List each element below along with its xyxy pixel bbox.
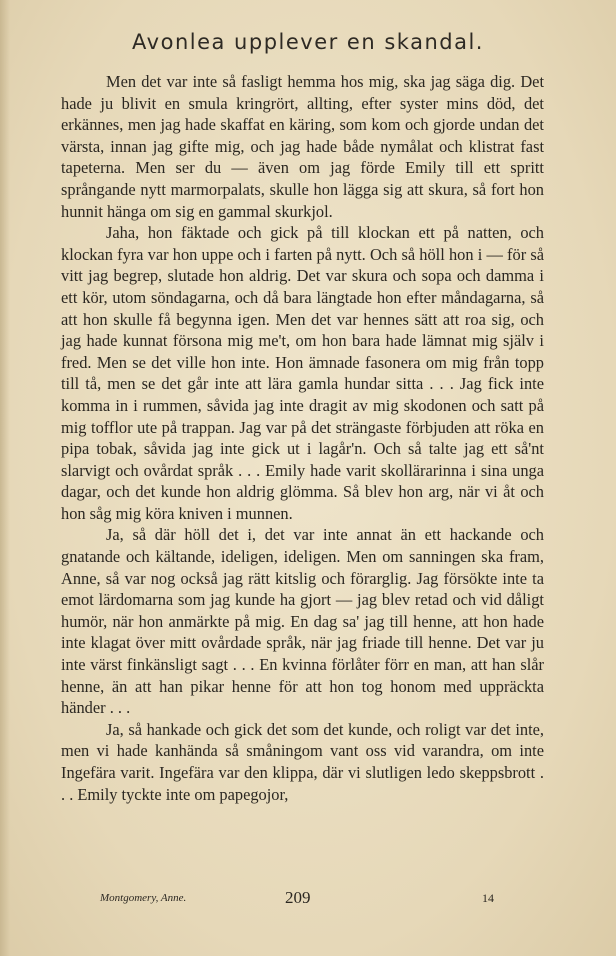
paragraph: Ja, så där höll det i, det var inte annat än ett hackande och gnatande och kältande, ideligen, ideligen. Men om sanningen ska fram, Anne, så var nog också jag rätt kitslig och förarglig. Jag försökte inte ta emot lärdomarna som jag kunde ha gjort — jag blev retad och vid dåligt humör, när hon anmärkte på mig. En dag sa' jag till henne, att hon hade inte klagat över mitt ovårdade språk, när jag friade till henne. Det var ju inte värst finkänsligt sagt . . . En kvinna förlåter förr en man, att han slår henne, än att han pikar henne för att hon tog honom med uppräckta händer . . . bbox=[61, 525, 544, 718]
paragraph: Men det var inte så fasligt hemma hos mig, ska jag säga dig. Det hade ju blivit en smula kringrört, allting, efter syster mins död, det erkännes, men jag hade skaffat en käring, som kom och gjorde undan det värsta, innan jag gifte mig, och jag hade både nymålat och klistrat fast tapeterna. Men ser du — även om jag förde Emily till ett spritt språngande nytt marmorpalats, skulle hon lägga sig att skura, så fort hon hunnit hänga om sig en gammal skurkjol. bbox=[61, 72, 544, 221]
paragraph: Ja, så hankade och gick det som det kunde, och roligt var det inte, men vi hade kanhända så småningom vant oss vid varandra, om inte Ingefära varit. Ingefära var den klippa, där vi slutligen ledo skeppsbrott . . . Emily tyckte inte om papegojor, bbox=[61, 719, 544, 804]
gathering-number: 14 bbox=[482, 891, 494, 905]
page-footer bbox=[100, 888, 500, 908]
chapter-title: Avonlea upplever en skandal. bbox=[132, 30, 484, 54]
body-text bbox=[61, 71, 544, 805]
printer-signature: Montgomery, Anne. bbox=[100, 892, 187, 904]
page-number: 209 bbox=[285, 888, 311, 907]
paragraph: Jaha, hon fäktade och gick på till klockan ett på natten, och klockan fyra var hon uppe och i farten på nytt. Och så höll hon i — för så vitt jag begrep, slutade hon aldrig. Det var skura och sopa och damma i ett kör, utom söndagarna, och då bara längtade hon efter måndagarna, så att hon skulle få begynna igen. Men det var hennes sätt att roa sig, och jag hade kunnat försona mig me't, om hon bara hade lämnat mig själv i fred. Men se det ville hon inte. Hon ämnade fasonera om mig från topp till tå, men se det går inte att lära gamla hundar sitta . . . Jag fick inte komma in i rummen, såvida jag inte dragit av mig skodonen och satt på mig tofflor ute på trappan. Jag var på det strängaste förbjuden att röka en pipa tobak, såvida jag inte gick ut i lagår'n. Och så talte jag ett så'nt slarvigt och ovårdat språk . . . Emily hade varit skollärarinna i sina unga dagar, och det kunde hon aldrig glömma. Så blev hon arg, när vi åt och hon såg mig köra kniven i munnen. bbox=[61, 223, 544, 523]
